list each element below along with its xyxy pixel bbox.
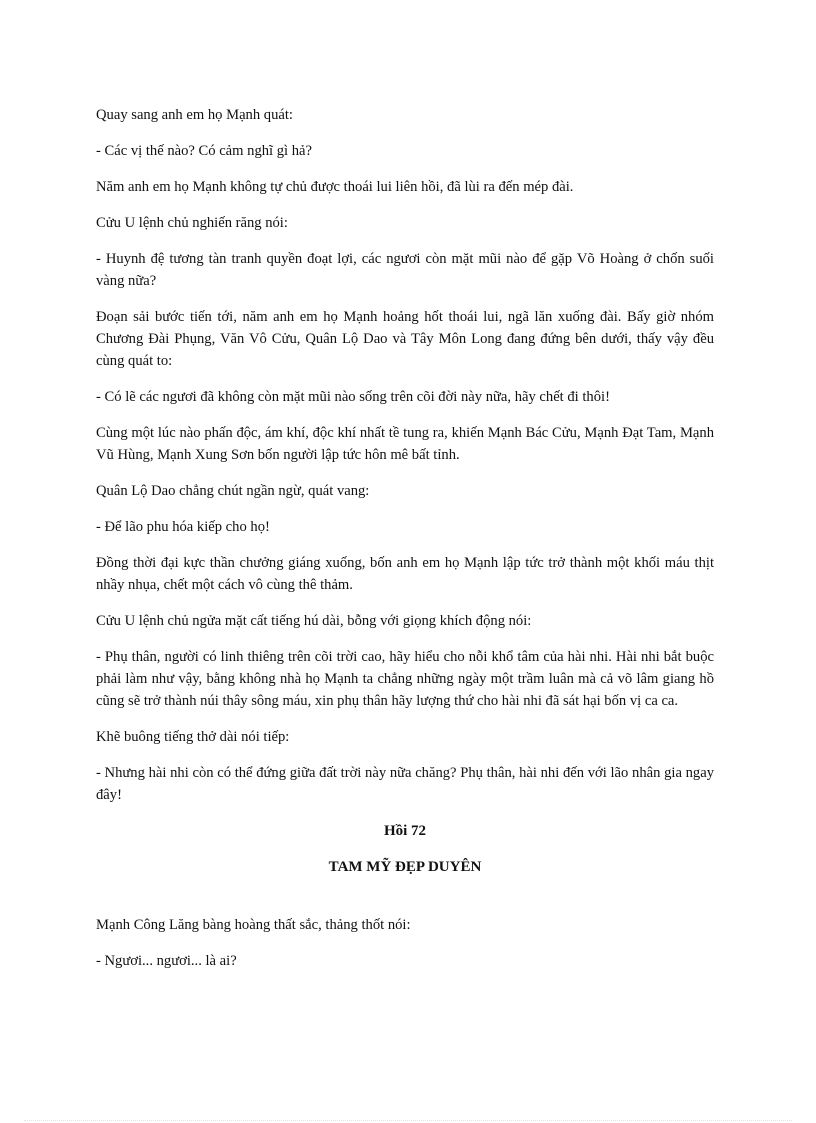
paragraph: Quay sang anh em họ Mạnh quát: bbox=[96, 107, 293, 123]
document-body bbox=[96, 104, 714, 986]
paragraph: Mạnh Công Lăng bàng hoàng thất sắc, thảng thốt nói: bbox=[96, 917, 411, 933]
page-bottom-divider bbox=[24, 1120, 792, 1121]
paragraph: Cửu U lệnh chủ nghiến răng nói: bbox=[96, 215, 288, 231]
paragraph: Cùng một lúc nào phấn độc, ám khí, độc khí nhất tề tung ra, khiến Mạnh Bác Cửu, Mạnh Đạt Tam, Mạnh Vũ Hùng, Mạnh Xung Sơn bốn người lập tức hôn mê bất tỉnh. bbox=[96, 425, 714, 463]
paragraph: Khẽ buông tiếng thở dài nói tiếp: bbox=[96, 729, 290, 745]
paragraph: - Các vị thế nào? Có cảm nghĩ gì hả? bbox=[96, 143, 312, 159]
paragraph: - Phụ thân, người có linh thiêng trên cõi trời cao, hãy hiểu cho nỗi khổ tâm của hài nhi. Hài nhi bắt buộc phải làm như vậy, bằng không nhà họ Mạnh ta chẳng những ngày một trầm luân mà cả võ lâm giang hồ cũng sẽ trở thành núi thây sông máu, xin phụ thân hãy lượng thứ cho hài nhi đã sát hại bốn vị ca ca. bbox=[96, 649, 714, 709]
paragraph: - Để lão phu hóa kiếp cho họ! bbox=[96, 519, 270, 535]
chapter-title: TAM MỸ ĐẸP DUYÊN bbox=[328, 859, 482, 875]
paragraph: Đoạn sải bước tiến tới, năm anh em họ Mạnh hoảng hốt thoái lui, ngã lăn xuống đài. Bấy giờ nhóm Chương Đài Phụng, Văn Vô Cửu, Quân Lộ Dao và Tây Môn Long đang đứng bên dưới, thấy vậy đều cùng quát to: bbox=[96, 309, 714, 369]
paragraph: Cửu U lệnh chủ ngửa mặt cất tiếng hú dài, bỗng với giọng khích động nói: bbox=[96, 613, 532, 629]
chapter-number: Hồi 72 bbox=[383, 823, 427, 839]
paragraph: Quân Lộ Dao chẳng chút ngần ngừ, quát vang: bbox=[96, 483, 370, 499]
paragraph: Năm anh em họ Mạnh không tự chủ được thoái lui liên hồi, đã lùi ra đến mép đài. bbox=[96, 179, 574, 195]
paragraph: Đồng thời đại kực thần chưởng giáng xuống, bốn anh em họ Mạnh lập tức trở thành một khối máu thịt nhầy nhụa, chết một cách vô cùng thê thảm. bbox=[96, 555, 714, 593]
paragraph: - Ngươi... ngươi... là ai? bbox=[96, 953, 237, 969]
paragraph: - Có lẽ các ngươi đã không còn mặt mũi nào sống trên cõi đời này nữa, hãy chết đi thôi! bbox=[96, 389, 610, 405]
paragraph: - Nhưng hài nhi còn có thể đứng giữa đất trời này nữa chăng? Phụ thân, hài nhi đến với lão nhân gia ngay đây! bbox=[96, 765, 714, 803]
paragraph: - Huynh đệ tương tàn tranh quyền đoạt lợi, các ngươi còn mặt mũi nào để gặp Võ Hoàng ở chốn suối vàng nữa? bbox=[96, 251, 714, 289]
